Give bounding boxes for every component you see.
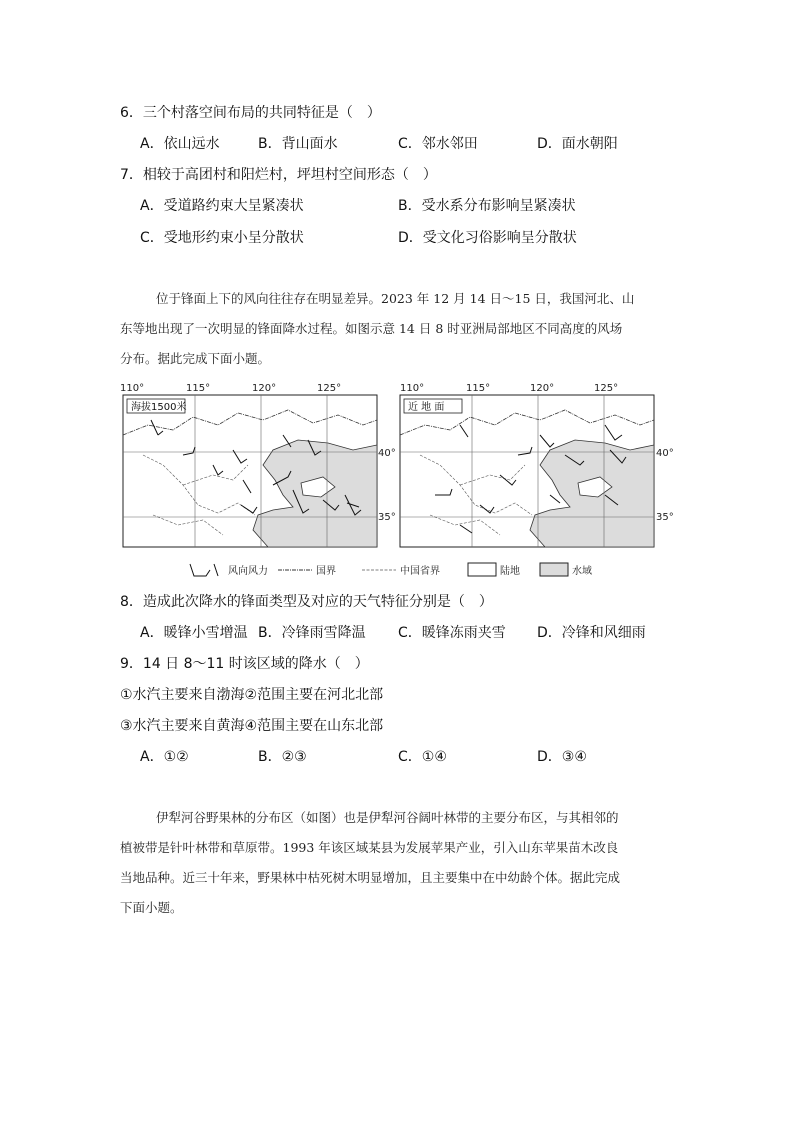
legend-land: 陆地: [500, 566, 520, 577]
lat-label: 40°: [656, 448, 674, 459]
lon-label: 110°: [400, 383, 425, 394]
q8-option-a[interactable]: A．暖锋小雪增温: [140, 625, 248, 641]
legend-wind: 风向风力: [228, 566, 268, 577]
q9-option-b[interactable]: B．②③: [258, 749, 307, 765]
q9-statement: ①水汽主要来自渤海②范围主要在河北北部: [120, 687, 384, 703]
q6-stem: 6．三个村落空间布局的共同特征是（ ）: [120, 105, 381, 121]
lon-label: 125°: [594, 383, 619, 394]
passage-line: 植被带是针叶林带和草原带。1993 年该区域某县为发展苹果产业，引入山东苹果苗木改良: [120, 840, 619, 855]
passage-front-precipitation: [120, 284, 676, 374]
q8-stem: 8．造成此次降水的锋面类型及对应的天气特征分别是（ ）: [120, 594, 493, 610]
lat-label: 35°: [378, 512, 396, 523]
q6-option-b[interactable]: B．背山面水: [258, 136, 338, 152]
q9-statement: ③水汽主要来自黄海④范围主要在山东北部: [120, 718, 384, 734]
q8-option-d[interactable]: D．冷锋和风细雨: [537, 625, 646, 641]
q6-option-a[interactable]: A．依山远水: [140, 136, 220, 152]
land-swatch: [468, 563, 496, 576]
legend-national-border: 国界: [316, 566, 336, 577]
legend-province-border: 中国省界: [400, 566, 440, 577]
q9-option-d[interactable]: D．③④: [537, 749, 587, 765]
passage-line: 下面小题。: [120, 900, 183, 915]
map-label-1500m: 海拔1500米: [131, 402, 187, 413]
lon-label: 115°: [186, 383, 211, 394]
q7-option-c[interactable]: C．受地形约束小呈分散状: [140, 230, 304, 246]
passage-line: 东等地出现了一次明显的锋面降水过程。如图示意 14 日 8 时亚洲局部地区不同高度的风场: [120, 321, 623, 336]
map-1500m: [123, 395, 377, 547]
q9-option-a[interactable]: A．①②: [140, 749, 189, 765]
q6-option-d[interactable]: D．面水朝阳: [537, 136, 618, 152]
q8-option-b[interactable]: B．冷锋雨雪降温: [258, 625, 366, 641]
q9-stem: 9．14 日 8～11 时该区域的降水（ ）: [120, 656, 369, 672]
lon-label: 125°: [317, 383, 342, 394]
lon-label: 120°: [252, 383, 277, 394]
q6-option-c[interactable]: C．邻水邻田: [398, 136, 478, 152]
map-surface: [400, 395, 654, 547]
q7-stem: 7．相较于高团村和阳烂村，坪坦村空间形态（ ）: [120, 167, 437, 183]
lon-label: 110°: [120, 383, 145, 394]
lon-label: 120°: [530, 383, 555, 394]
map-label-surface: 近 地 面: [408, 402, 445, 413]
wind-field-figure: [118, 380, 678, 580]
passage-line: 当地品种。近三十年来，野果林中枯死树木明显增加，且主要集中在中幼龄个体。据此完成: [120, 870, 621, 885]
q7-option-d[interactable]: D．受文化习俗影响呈分散状: [398, 230, 577, 246]
legend-water: 水域: [572, 566, 592, 577]
passage-line: 位于锋面上下的风向往往存在明显差异。2023 年 12 月 14 日～15 日，我国河北、山: [156, 291, 635, 306]
wind-barb-icon: [190, 564, 218, 576]
water-swatch: [540, 563, 568, 576]
q9-option-c[interactable]: C．①④: [398, 749, 447, 765]
lat-label: 40°: [378, 448, 396, 459]
q7-option-b[interactable]: B．受水系分布影响呈紧凑状: [398, 198, 576, 214]
q8-option-c[interactable]: C．暖锋冻雨夹雪: [398, 625, 506, 641]
passage-line: 分布。据此完成下面小题。: [120, 351, 271, 366]
q7-option-a[interactable]: A．受道路约束大呈紧凑状: [140, 198, 304, 214]
passage-ili-forest: [120, 803, 676, 923]
passage-line: 伊犁河谷野果林的分布区（如图）也是伊犁河谷阔叶林带的主要分布区，与其相邻的: [156, 810, 619, 825]
lat-label: 35°: [656, 512, 674, 523]
lon-label: 115°: [466, 383, 491, 394]
